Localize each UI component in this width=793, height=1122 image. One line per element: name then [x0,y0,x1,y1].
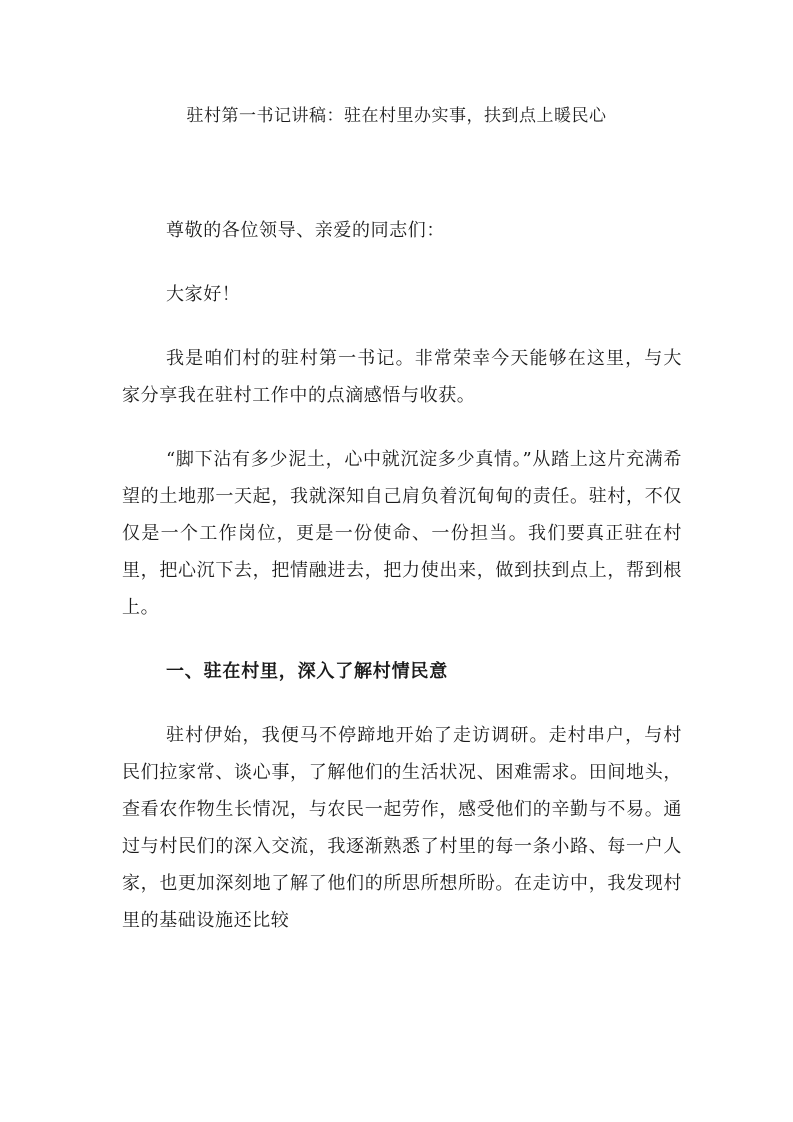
section-1-paragraph: 驻村伊始，我便马不停蹄地开始了走访调研。走村串户，与村民们拉家常、谈心事，了解他们的生活状况、困难需求。田间地头，查看农作物生长情况，与农民一起劳作，感受他们的辛勤与不易。通过与村民们的深入交流，我逐渐熟悉了村里的每一条小路、每一户人家，也更加深刻地了解了他们的所思所想所盼。在走访中，我发现村里的基础设施还比较 [122,725,682,931]
document-body [122,212,682,966]
greeting-paragraph: 大家好！ [166,284,241,305]
section-heading-1: 一、驻在村里，深入了解村情民意 [166,661,448,682]
document-title: 驻村第一书记讲稿：驻在村里办实事，扶到点上暖民心 [186,106,607,126]
salutation-paragraph: 尊敬的各位领导、亲爱的同志们： [166,220,445,241]
intro-paragraph: 我是咱们村的驻村第一书记。非常荣幸今天能够在这里，与大家分享我在驻村工作中的点滴感悟与收获。 [122,348,682,406]
quote-paragraph: “脚下沾有多少泥土，心中就沉淀多少真情。”从踏上这片充满希望的土地那一天起，我就深知自己肩负着沉甸甸的责任。驻村，不仅仅是一个工作岗位，更是一份使命、一份担当。我们要真正驻在村里，把心沉下去，把情融进去，把力使出来，做到扶到点上，帮到根上。 [122,449,682,618]
